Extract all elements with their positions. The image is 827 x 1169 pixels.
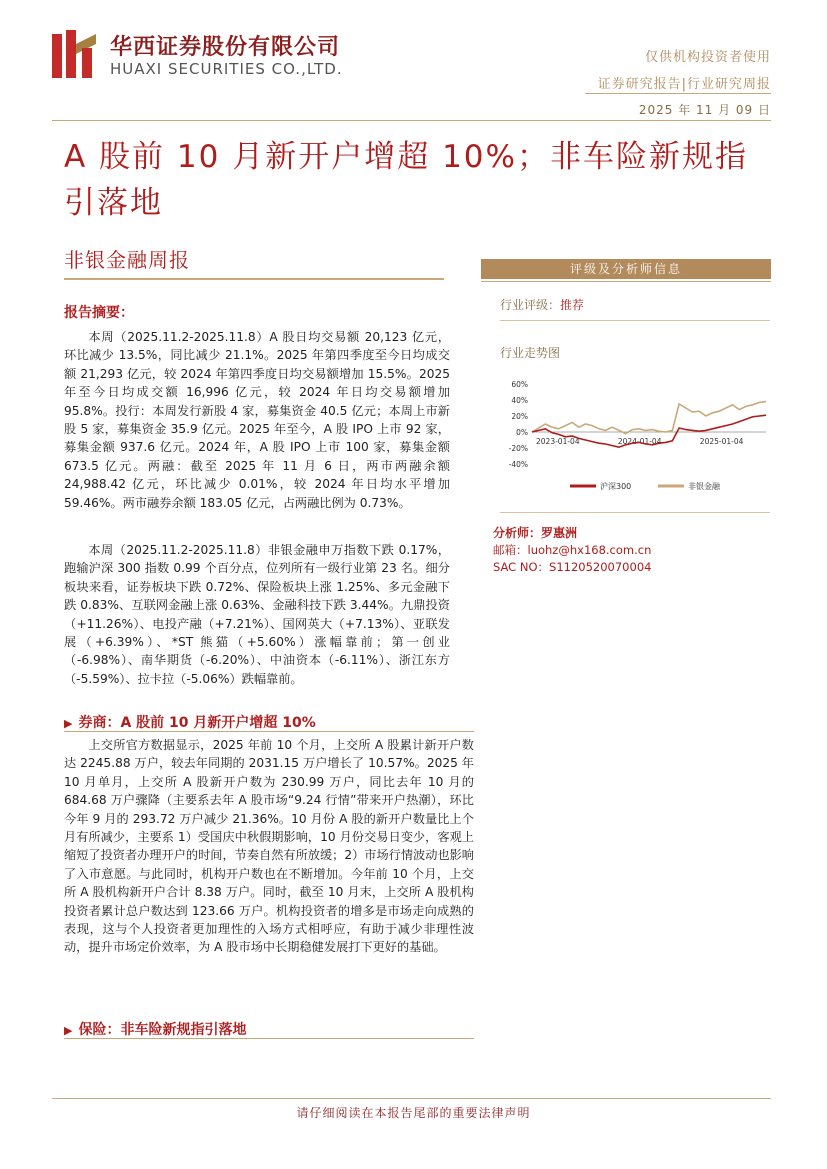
x-tick-label: 2024-01-04 [617, 437, 662, 446]
y-tick-label: -20% [508, 444, 528, 453]
x-tick-label: 2023-01-04 [536, 437, 580, 446]
section-brokers-text: 上交所官方数据显示，2025 年前 10 个月，上交所 A 股累计新开户数达 2245.88 万户，较去年同期的 2031.15 万户增长了 10.57%。2025 年 10 月单月，上交所 A 股新开户数为 230.99 万户，同比去年 10 月的 684.68 万户骤降（主要系去年 A 股市场“9.24 行情”带来开户热潮），环比今年 9 月的 293.72 万户减少 21.36%。10 月份 A 股的新开户数量比上个月有所减少，主要系 1）受国庆中秋假期影响，10 月份交易日变少，客观上缩短了投资者办理开户的时间，节奏自然有所放缓；2）市场行情波动也影响了入市意愿。与此同时，机构开户数也在不断增加。今年前 10 个月，上交所 A 股机构新开户合计 8.38 万户。同时，截至 10 月末，上交所 A 股机构投资者累计总户数达到 123.66 万户。机构投资者的增多是市场走向成熟的表现，这与个人投资者更加理性的入场方式相呼应，有助于减少非理性波动，提升市场定价效率，为 A 股市场中长期稳健发展打下更好的基础。 [64, 738, 474, 955]
section-brokers-body [64, 736, 474, 957]
rating-label: 行业评级： [500, 298, 561, 312]
report-title: A 股前 10 月新开户增超 10%；非车险新规指引落地 [64, 139, 748, 221]
header-divider [585, 93, 771, 94]
trend-chart-label: 行业走势图 [500, 346, 561, 360]
analyst-email [493, 542, 651, 558]
summary-p1-text: 本周（2025.11.2-2025.11.8）A 股日均交易额 20,123 亿元，环比减少 13.5%，同比减少 21.1%。2025 年第四季度至今日均成交额 21,293 亿元，较 2024 年第四季度日均交易额增加 15.5%。2025 年至今日均成交额 16,996 亿元，较 2024 年日均交易额增加 95.8%。投行：本周发行新股 4 家，募集资金 40.5 亿元；本周上市新股 5 家，募集资金 35.9 亿元。2025 年至今，A 股 IPO 上市 92 家，募集金额 937.6 亿元。2024 年，A 股 IPO 上市 100 家，募集金额 673.5 亿元。两融：截至 2025 年 11 月 6 日，两市两融余额 24,988.42 亿元，环比减少 0.01%，较 2024 年日均水平增加 59.46%。两市融券余额 183.05 亿元，占两融比例为 0.73%。 [64, 330, 450, 510]
y-tick-label: 40% [511, 396, 528, 405]
section-brokers-title: 券商：A 股前 10 月新开户增超 10% [78, 715, 316, 731]
rating-divider [500, 320, 770, 321]
y-tick-label: 0% [516, 428, 528, 437]
y-tick-label: 20% [511, 412, 528, 421]
section-brokers-divider [64, 731, 474, 732]
summary-paragraph-2 [64, 541, 450, 688]
x-tick-label: 2025-01-04 [699, 437, 744, 446]
analyst-sac [493, 559, 651, 575]
info-bar-underline [481, 281, 771, 282]
series-line-nonbank [532, 402, 766, 434]
section-brokers-heading [64, 712, 316, 732]
y-tick-label: 60% [511, 380, 528, 389]
industry-rating [500, 296, 584, 313]
section-insurance-divider [64, 1038, 474, 1039]
rating-value: 推荐 [560, 298, 585, 312]
summary-label: 报告摘要： [64, 305, 134, 321]
company-name-en: HUAXI SECURITIES CO.,LTD. [110, 60, 343, 78]
footer-divider [52, 1098, 771, 1099]
industry-trend-chart [500, 372, 772, 502]
report-subtitle: 非银金融周报 [64, 248, 190, 272]
audience-note: 仅供机构投资者使用 [644, 50, 771, 65]
rating-info-bar: 评级及分析师信息 [481, 259, 771, 279]
sac-label: SAC NO： [493, 560, 550, 574]
analyst-label: 分析师： [493, 526, 542, 540]
sac-value: S1120520070004 [549, 560, 652, 574]
legal-notice-footer: 请仔细阅读在本报告尾部的重要法律声明 [296, 1106, 531, 1120]
summary-paragraph-1 [64, 328, 450, 512]
triangle-bullet-icon: ▶ [64, 717, 73, 730]
section-insurance-heading [64, 1019, 246, 1039]
subtitle-divider [64, 278, 444, 280]
analyst-name: 罗惠洲 [541, 526, 578, 540]
analyst-info [493, 524, 577, 541]
y-tick-label: -40% [508, 460, 528, 469]
huaxi-logo-icon [52, 30, 96, 78]
email-label: 邮箱： [493, 543, 528, 557]
email-value[interactable]: luohz@hx168.com.cn [527, 543, 652, 557]
triangle-bullet-icon: ▶ [64, 1024, 73, 1037]
report-date: 2025 年 11 月 09 日 [638, 103, 771, 117]
section-insurance-title: 保险：非车险新规指引落地 [78, 1022, 247, 1038]
legend-label: 非银金融 [688, 482, 720, 491]
report-type: 证券研究报告|行业研究周报 [597, 77, 771, 92]
chart-divider [500, 512, 770, 513]
summary-p2-text: 本周（2025.11.2-2025.11.8）非银金融申万指数下跌 0.17%，跑输沪深 300 指数 0.99 个百分点，位列所有一级行业第 23 名。细分板块来看，证券板块下跌 0.72%、保险板块上涨 1.25%、多元金融下跌 0.83%、互联网金融上涨 0.63%、金融科技下跌 3.44%。九鼎投资（+11.26%）、电投产融（+7.21%）、国网英大（+7.13%）、亚联发展（+6.39%）、*ST 熊猫（+5.60%）涨幅靠前；第一创业（-6.98%）、南华期货（-6.20%）、中油资本（-6.11%）、浙江东方（-5.59%）、拉卡拉（-5.06%）跌幅靠前。 [64, 543, 450, 686]
legend-label: 沪深300 [600, 482, 632, 491]
date-divider [52, 120, 771, 121]
company-name-cn: 华西证券股份有限公司 [110, 35, 341, 60]
